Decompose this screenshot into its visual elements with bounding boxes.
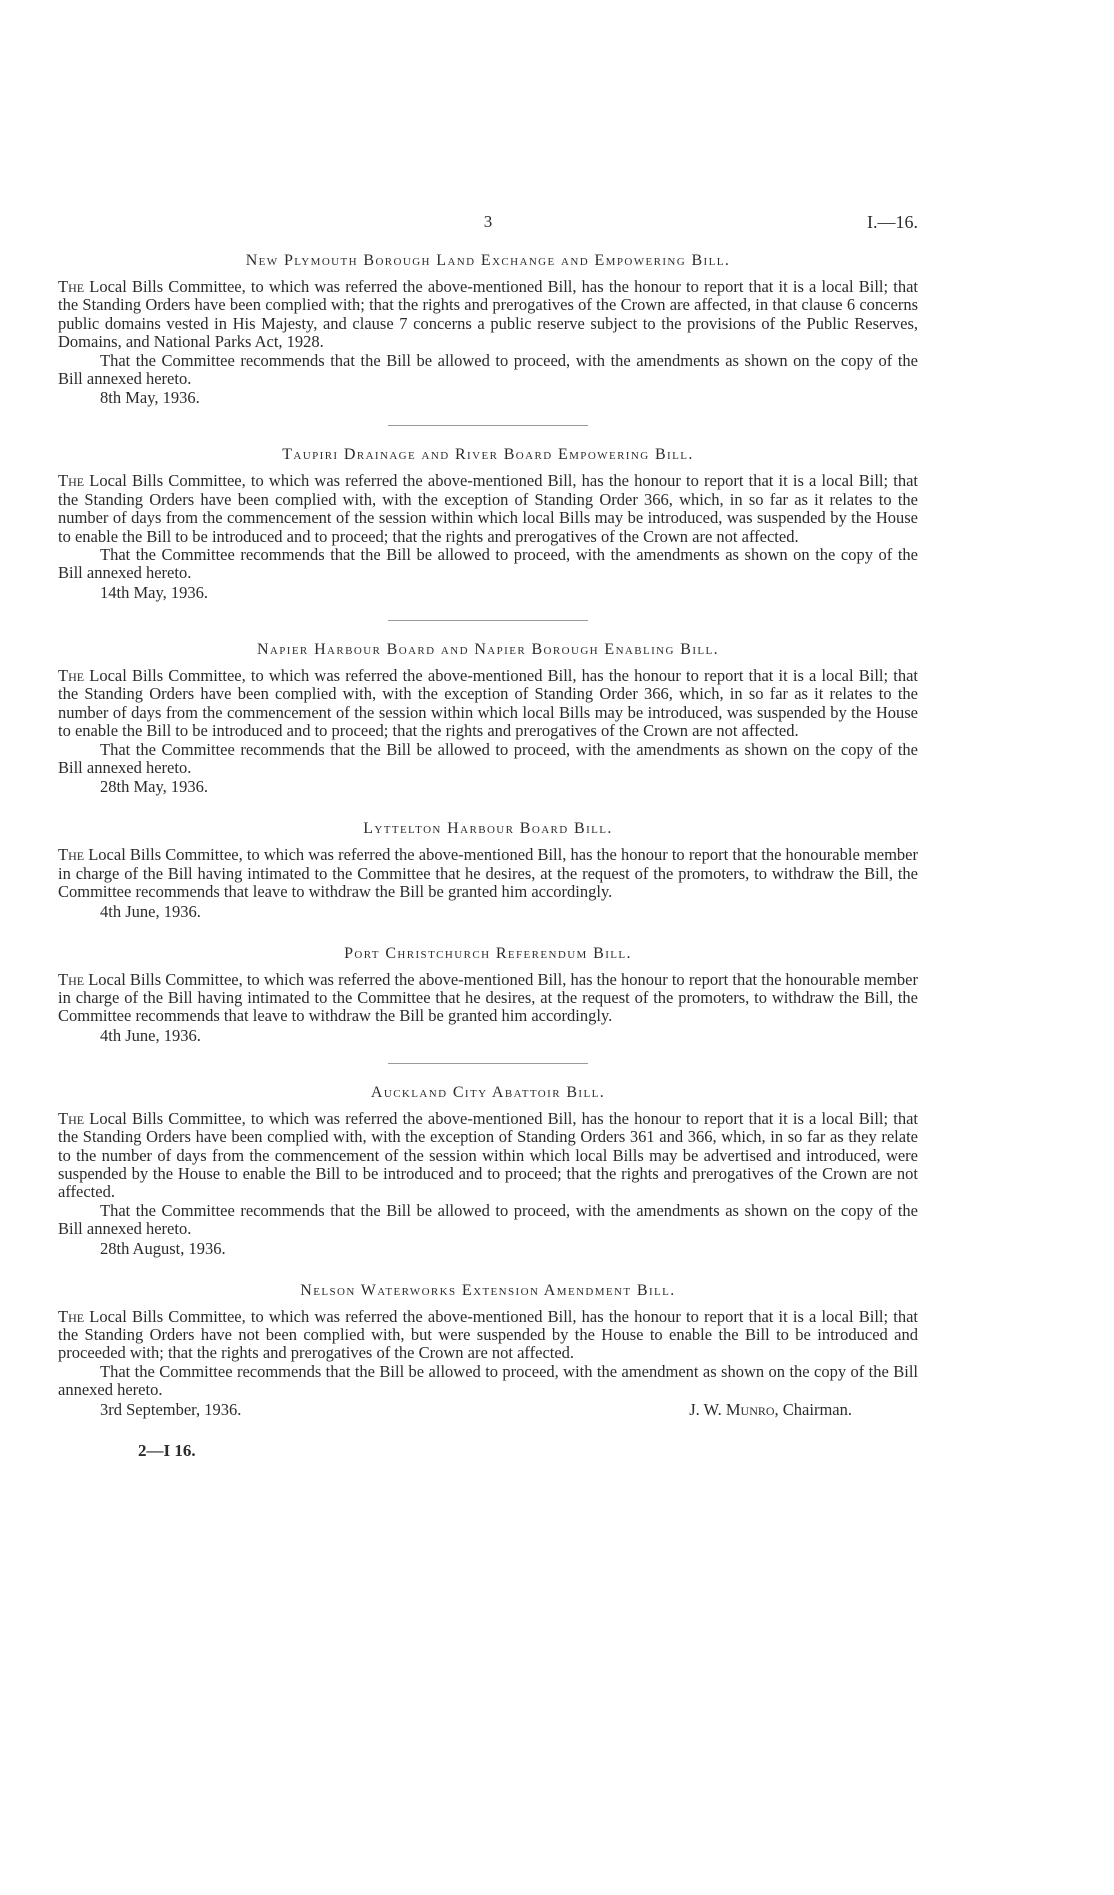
date-signature-row	[58, 1400, 918, 1419]
report-text: Local Bills Committee, to which was referred the above-mentioned Bill, has the honour to report that it is a local Bill; that the Standing Orders have not been complied with, but were suspended by the House to enable the Bill to be introduced and proceeded with; that the rights and prerogatives of the Crown are not affected.	[58, 1306, 918, 1363]
report-content	[58, 252, 918, 1461]
chairman-signature	[689, 1400, 852, 1419]
section-divider	[388, 1063, 588, 1064]
recommendation-paragraph: That the Committee recommends that the Bill be allowed to proceed, with the amendment as shown on the copy of the Bill annexed hereto.	[58, 1361, 918, 1400]
page-header	[58, 212, 918, 236]
lead-word: The	[58, 665, 85, 685]
bill-title: Port Christchurch Referendum Bill.	[344, 944, 632, 962]
bill-title: Auckland City Abattoir Bill.	[370, 1083, 606, 1101]
report-date: 4th June, 1936.	[100, 1025, 201, 1045]
report-section	[58, 1282, 918, 1419]
report-date: 28th August, 1936.	[100, 1238, 226, 1258]
report-paragraph	[58, 278, 918, 352]
recommendation-paragraph: That the Committee recommends that the Bill be allowed to proceed, with the amendments as shown on the copy of the Bill annexed hereto.	[58, 545, 918, 583]
signature-role: Chairman.	[778, 1399, 852, 1419]
section-divider	[388, 620, 588, 621]
report-section	[58, 820, 918, 920]
lead-word: The	[58, 845, 85, 865]
report-section	[58, 641, 918, 796]
report-paragraph	[58, 971, 918, 1026]
bill-title: Nelson Waterworks Extension Amendment Bill.	[300, 1281, 676, 1299]
report-date: 4th June, 1936.	[100, 901, 201, 921]
lead-word: The	[58, 277, 85, 296]
recommendation-paragraph: That the Committee recommends that the Bill be allowed to proceed, with the amendments as shown on the copy of the Bill annexed hereto.	[58, 1200, 918, 1239]
report-paragraph	[58, 1308, 918, 1363]
bill-title: New Plymouth Borough Land Exchange and Empowering Bill.	[245, 252, 731, 269]
report-paragraph	[58, 1110, 918, 1202]
section-spacer	[58, 921, 918, 945]
report-date: 3rd September, 1936.	[100, 1399, 242, 1419]
report-paragraph	[58, 846, 918, 901]
report-date: 8th May, 1936.	[100, 388, 200, 408]
section-spacer	[58, 1258, 918, 1282]
paper-reference: I.—16.	[867, 212, 918, 232]
report-date: 14th May, 1936.	[100, 582, 209, 602]
report-text: Local Bills Committee, to which was referred the above-mentioned Bill, has the honour to report that the honourable member in charge of the Bill having intimated to the Committee that he desires, at the request of the promoters, to withdraw the Bill, the Committee recommends that leave to withdraw the Bill be granted him accordingly.	[58, 845, 918, 902]
section-spacer	[58, 796, 918, 820]
recommendation-paragraph: That the Committee recommends that the Bill be allowed to proceed, with the amendments as shown on the copy of the Bill annexed hereto.	[58, 350, 918, 389]
report-section	[58, 945, 918, 1045]
report-section	[58, 1084, 918, 1258]
bill-title: Taupiri Drainage and River Board Empowering Bill.	[282, 446, 694, 464]
bill-title: Lyttelton Harbour Board Bill.	[363, 820, 613, 838]
page-number: 3	[483, 212, 493, 231]
recommendation-paragraph: That the Committee recommends that the Bill be allowed to proceed, with the amendments as shown on the copy of the Bill annexed hereto.	[58, 739, 918, 777]
report-text: Local Bills Committee, to which was referred the above-mentioned Bill, has the honour to report that it is a local Bill; that the Standing Orders have been complied with; that the rights and prerogatives of the Crown are affected, in that clause 6 concerns public domains vested in His Majesty, and clause 7 concerns a public reserve subject to the provisions of the Public Reserves, Domains, and National Parks Act, 1928.	[58, 277, 918, 352]
report-paragraph	[58, 667, 918, 741]
report-section	[58, 446, 918, 601]
report-text: Local Bills Committee, to which was referred the above-mentioned Bill, has the honour to report that the honourable member in charge of the Bill having intimated to the Committee that he desires, at the request of the promoters, to withdraw the Bill, the Committee recommends that leave to withdraw the Bill be granted him accordingly.	[58, 969, 918, 1026]
report-text: Local Bills Committee, to which was referred the above-mentioned Bill, has the honour to report that it is a local Bill; that the Standing Orders have been complied with, with the exception of Standing Orders 361 and 366, which, in so far as they relate to the number of days from the commencement of the session within which local Bills may be advertised and introduced, were suspended by the House to enable the Bill to be introduced and to proceed; that the rights and prerogatives of the Crown are not affected.	[58, 1108, 918, 1202]
report-paragraph	[58, 472, 918, 546]
lead-word: The	[58, 1306, 85, 1326]
report-text: Local Bills Committee, to which was referred the above-mentioned Bill, has the honour to report that it is a local Bill; that the Standing Orders have been complied with, with the exception of Standing Order 366, which, in so far as it relates to the number of days from the commencement of the session within which local Bills may be introduced, was suspended by the House to enable the Bill to be introduced and to proceed; that the rights and prerogatives of the Crown are not affected.	[58, 471, 918, 546]
lead-word: The	[58, 969, 85, 989]
report-date: 28th May, 1936.	[100, 777, 209, 797]
lead-word: The	[58, 471, 85, 491]
report-section	[58, 252, 918, 407]
lead-word: The	[58, 1108, 85, 1128]
signature-mark: 2—I 16.	[138, 1440, 196, 1460]
report-text: Local Bills Committee, to which was referred the above-mentioned Bill, has the honour to report that it is a local Bill; that the Standing Orders have been complied with, with the exception of Standing Order 366, which, in so far as it relates to the number of days from the commencement of the session within which local Bills may be introduced, was suspended by the House to enable the Bill to be introduced and to proceed; that the rights and prerogatives of the Crown are not affected.	[58, 665, 918, 741]
bill-title: Napier Harbour Board and Napier Borough Enabling Bill.	[256, 640, 720, 658]
signature-name: J. W. Munro,	[689, 1399, 779, 1419]
section-divider	[388, 425, 588, 426]
